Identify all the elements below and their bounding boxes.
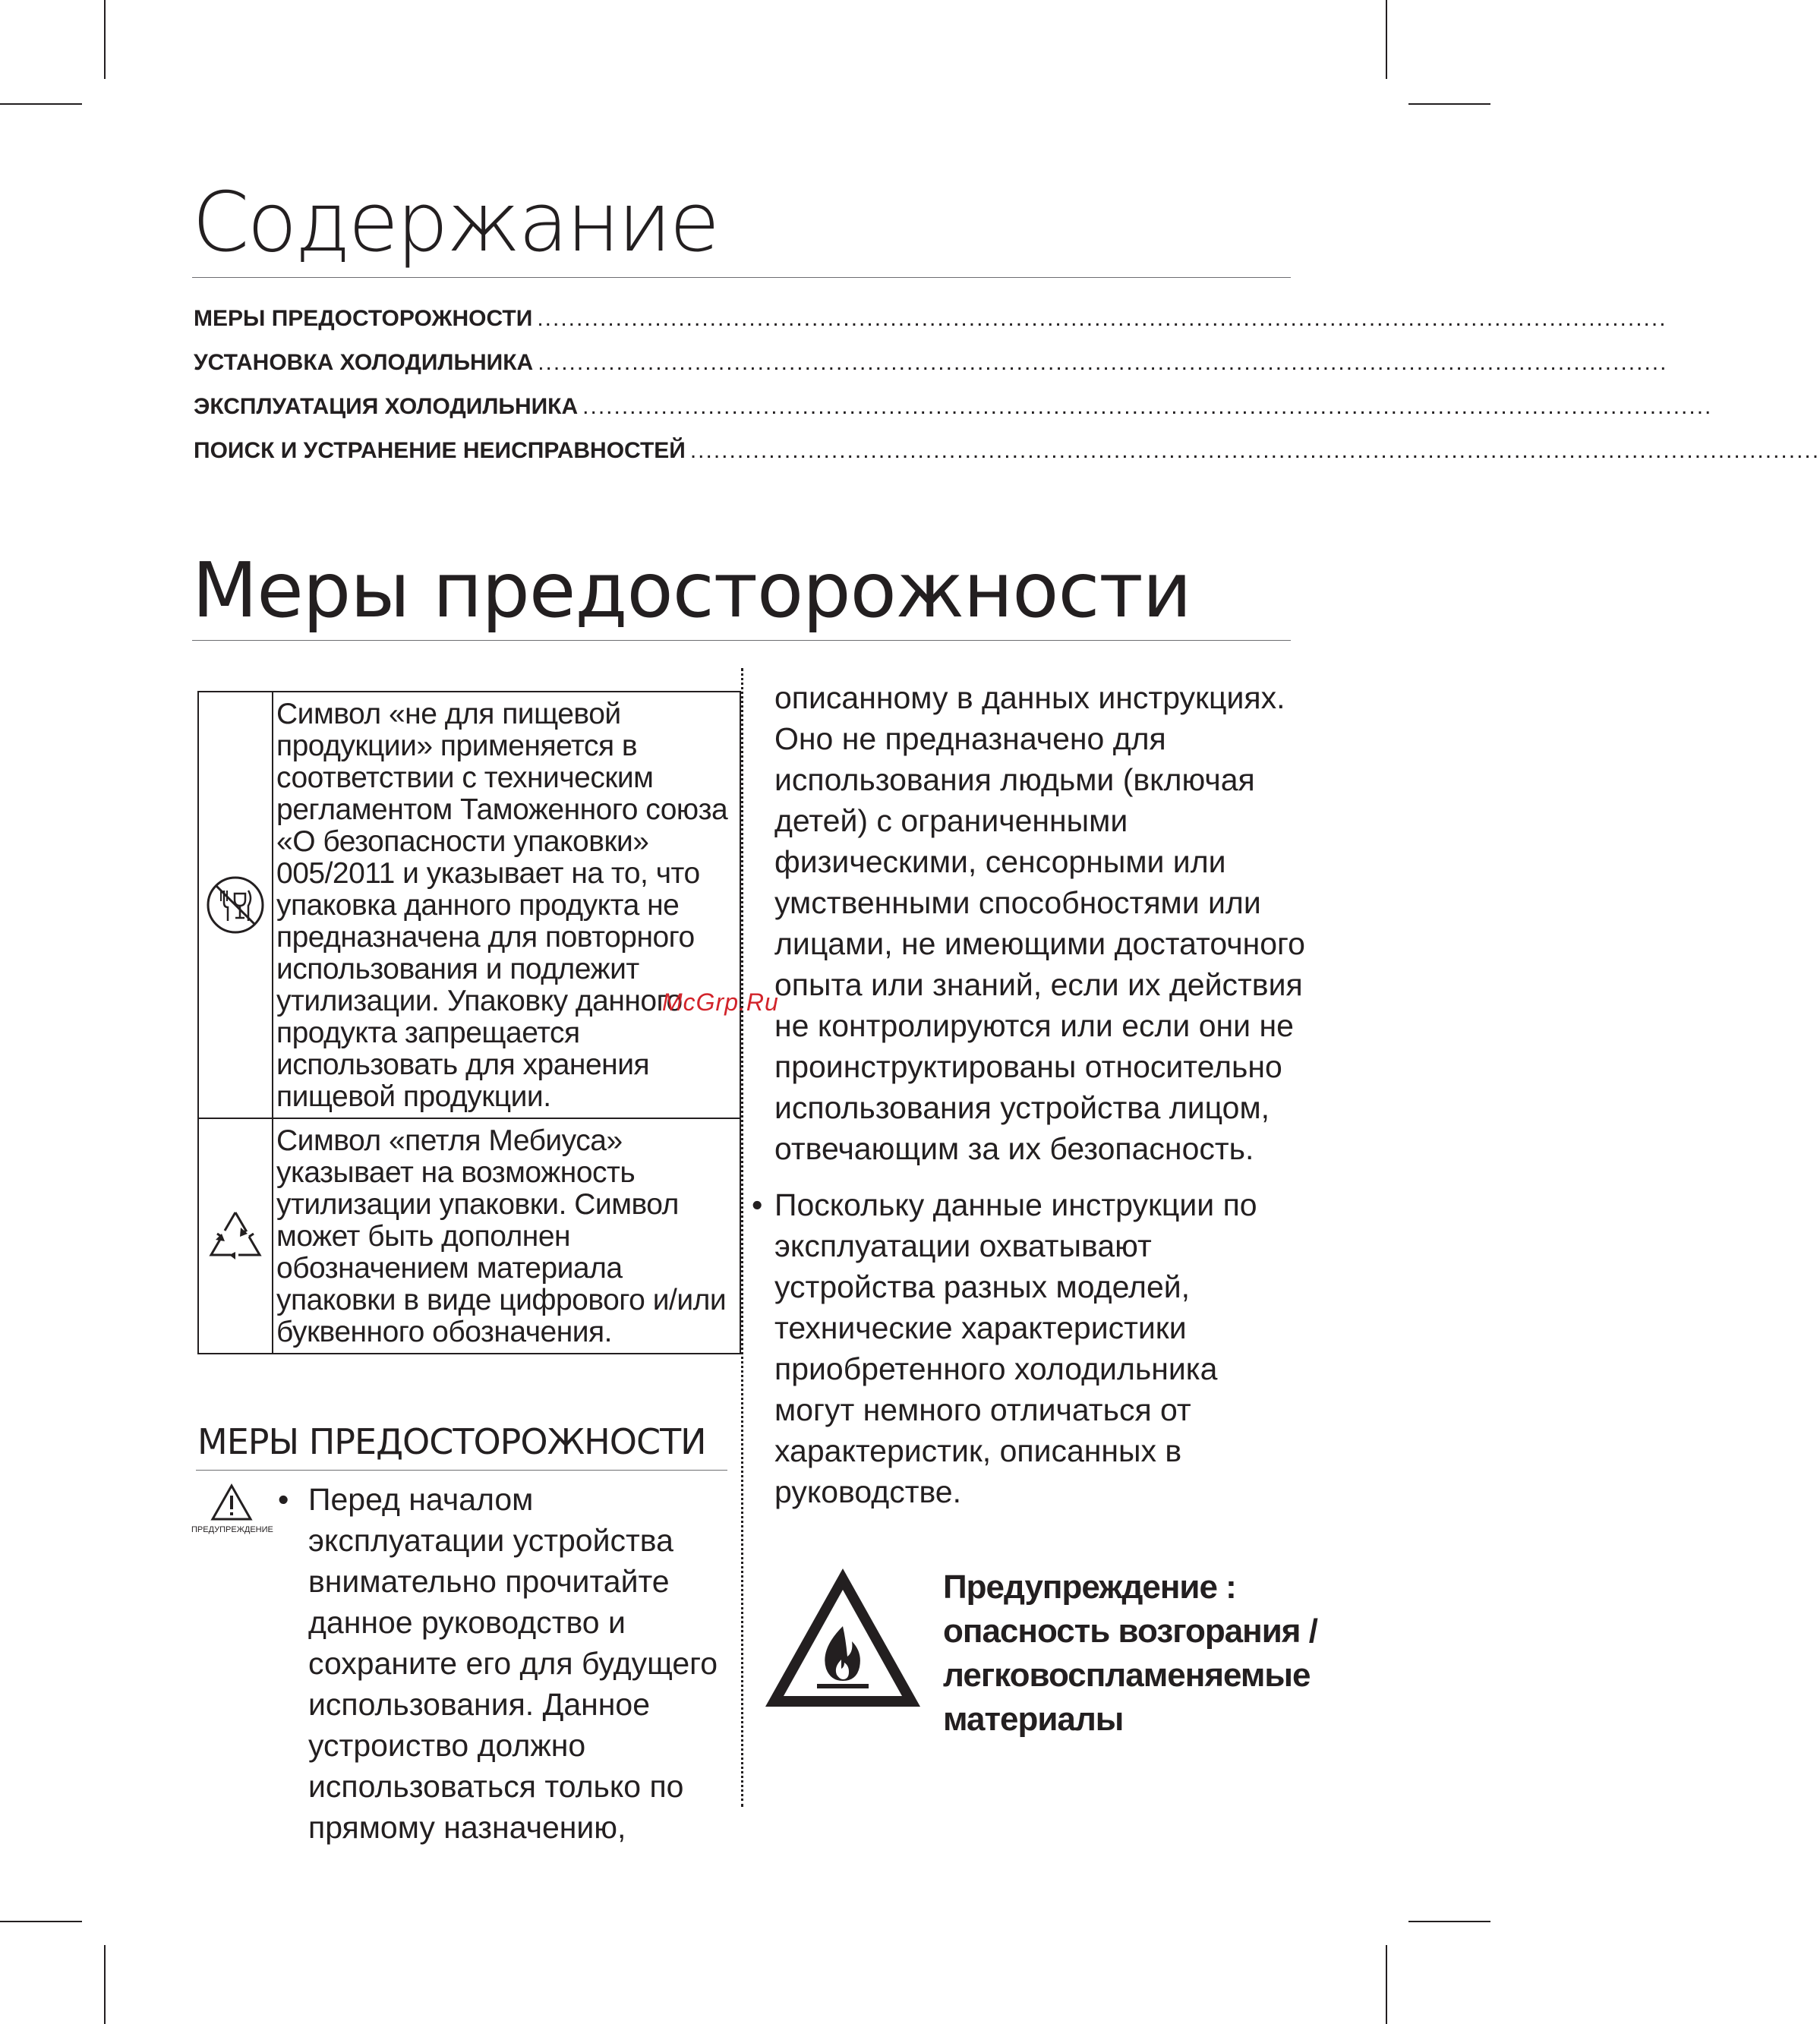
toc-item-leader: ................................................................................................................................................ xyxy=(689,438,1820,463)
toc-item[interactable] xyxy=(194,306,1667,350)
toc-title-rule xyxy=(192,277,1291,278)
page-title: Меры предосторожности xyxy=(192,546,1191,635)
bullet-text: Поскольку данные инструкции по эксплуатации охватывают устройства разных моделей, технические характеристики приобретенного холодильника могут немного отличаться от характеристик, описанных в руководстве. xyxy=(774,1187,1257,1509)
fire-warning-text xyxy=(943,1565,1338,1742)
fire-warning-line: опасность возгорания / xyxy=(943,1613,1317,1650)
toc-item[interactable] xyxy=(194,350,1668,394)
toc-item-label: УСТАНОВКА ХОЛОДИЛЬНИКА xyxy=(194,350,534,375)
toc-item-label: ПОИСК И УСТРАНЕНИЕ НЕИСПРАВНОСТЕЙ xyxy=(194,438,686,463)
bullet-text: Перед началом эксплуатации устройства внимательно прочитайте данное руководство и сохраните его для будущего использования. Данное устроиство должно использоваться только по прямому назначению, xyxy=(308,1482,718,1845)
toc-item[interactable] xyxy=(194,438,1820,482)
bullet-mark: • xyxy=(752,1187,763,1222)
toc-item-label: ЭКСПЛУАТАЦИЯ ХОЛОДИЛЬНИКА xyxy=(194,394,579,419)
list-item xyxy=(278,1479,733,1848)
toc-title: Содержание xyxy=(192,175,718,270)
fire-warning-line: материалы xyxy=(943,1701,1124,1738)
watermark: McGrp.Ru xyxy=(662,988,779,1016)
continuation-text xyxy=(774,677,1306,1169)
toc-item-leader: ................................................................................................................................................ xyxy=(582,394,1713,419)
crop-mark xyxy=(0,103,82,105)
toc-item-leader: ................................................................................................................................................ xyxy=(537,306,1667,331)
crop-mark xyxy=(0,1921,82,1922)
toc-item[interactable] xyxy=(194,394,1713,438)
warning-triangle-icon xyxy=(210,1483,253,1521)
crop-mark xyxy=(1408,103,1490,105)
fire-warning-line: Предупреждение : xyxy=(943,1568,1236,1606)
toc-item-leader: ................................................................................................................................................ xyxy=(538,350,1668,375)
symbol-description: Символ «петля Мебиуса» указывает на возможность утилизации упаковки. Символ может быть дополнен обозначением материала упаковки в виде цифрового и/или буквенного обозначения. xyxy=(276,1124,727,1348)
fire-warning-line: легковоспламеняемые xyxy=(943,1657,1311,1694)
toc-item-label: МЕРЫ ПРЕДОСТОРОЖНОСТИ xyxy=(194,306,533,331)
crop-mark xyxy=(1386,1945,1387,2024)
warning-label xyxy=(191,1483,272,1534)
column-divider xyxy=(741,668,743,1807)
flammable-warning-icon xyxy=(759,1562,926,1714)
table-of-contents xyxy=(194,306,1820,482)
table-row xyxy=(199,692,740,1118)
warning-caption: ПРЕДУПРЕЖДЕНИЕ xyxy=(191,1525,273,1534)
crop-mark xyxy=(104,0,106,79)
crop-mark xyxy=(1408,1921,1490,1922)
list-item xyxy=(752,1184,1298,1512)
crop-mark xyxy=(1386,0,1387,79)
page-title-rule xyxy=(192,640,1291,641)
paragraph: описанному в данных инструкциях. Оно не предназначено для использования людьми (включая детей) с ограниченными физическими, сенсорными или умственными способностями или лицами, не имеющими достаточного опыта или знаний, если их действия не контролируются или если они не проинструктированы относительно использования устройства лицом, отвечающим за их безопасность. xyxy=(774,680,1305,1166)
mobius-loop-icon xyxy=(199,1119,273,1353)
symbol-description: Символ «не для пищевой продукции» применяется в соответствии с техническим регламентом Таможенного союза «О безопасности упаковки» 005/2011 и указывает на то, что упаковка данного продукта не предназначена для повторного использования и подлежит утилизации. Упаковку данного продукта запрещается использовать для хранения пищевой продукции. xyxy=(276,698,728,1113)
section-title: МЕРЫ ПРЕДОСТОРОЖНОСТИ xyxy=(197,1421,706,1462)
symbols-table xyxy=(197,691,741,1354)
crop-mark xyxy=(104,1945,106,2024)
section-title-rule xyxy=(196,1470,727,1471)
bullet-mark: • xyxy=(278,1482,289,1517)
table-row xyxy=(199,1118,740,1353)
not-for-food-icon xyxy=(199,692,273,1118)
